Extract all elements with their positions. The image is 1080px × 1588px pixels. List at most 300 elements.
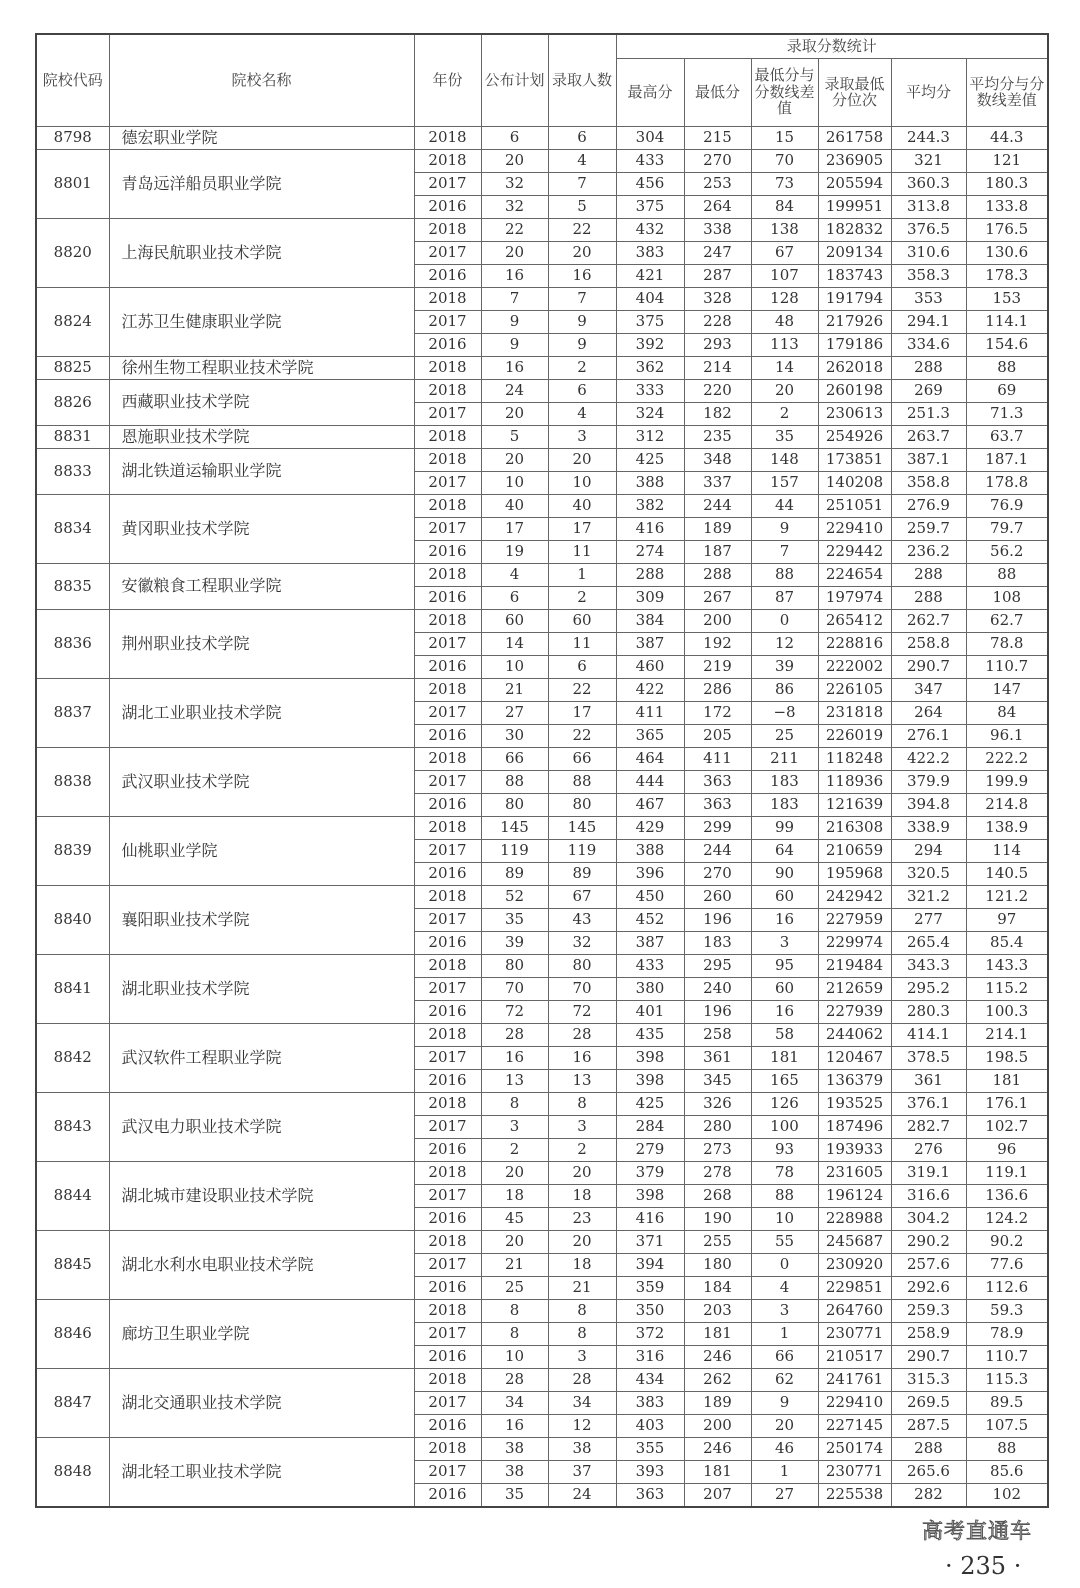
cell-min: 270 [684, 149, 751, 172]
cell-avg-diff: 79.7 [966, 517, 1048, 540]
cell-admitted: 4 [548, 402, 616, 425]
school-code: 8842 [36, 1023, 109, 1092]
cell-avg-diff: 85.4 [966, 931, 1048, 954]
school-name: 廊坊卫生职业学院 [109, 1299, 414, 1368]
cell-avg-diff: 102.7 [966, 1115, 1048, 1138]
cell-admitted: 8 [548, 1299, 616, 1322]
cell-admitted: 6 [548, 126, 616, 149]
cell-max: 433 [616, 149, 684, 172]
cell-avg-diff: 114.1 [966, 310, 1048, 333]
cell-min: 203 [684, 1299, 751, 1322]
cell-min-diff: 157 [751, 471, 818, 494]
cell-plan: 6 [481, 586, 548, 609]
cell-avg-diff: 110.7 [966, 1345, 1048, 1368]
cell-min-diff: 93 [751, 1138, 818, 1161]
cell-plan: 60 [481, 609, 548, 632]
cell-admitted: 9 [548, 333, 616, 356]
cell-max: 387 [616, 931, 684, 954]
school-code: 8845 [36, 1230, 109, 1299]
cell-min: 196 [684, 908, 751, 931]
cell-avg: 288 [891, 586, 966, 609]
cell-max: 456 [616, 172, 684, 195]
cell-avg: 251.3 [891, 402, 966, 425]
cell-min: 278 [684, 1161, 751, 1184]
cell-max: 403 [616, 1414, 684, 1437]
cell-plan: 2 [481, 1138, 548, 1161]
cell-avg: 264 [891, 701, 966, 724]
school-code: 8825 [36, 356, 109, 379]
cell-year: 2017 [414, 701, 481, 724]
cell-avg: 316.6 [891, 1184, 966, 1207]
cell-admitted: 2 [548, 356, 616, 379]
cell-plan: 35 [481, 1483, 548, 1507]
cell-avg: 294 [891, 839, 966, 862]
cell-year: 2018 [414, 149, 481, 172]
cell-min: 255 [684, 1230, 751, 1253]
school-name: 湖北交通职业技术学院 [109, 1368, 414, 1437]
cell-min-rank: 118936 [818, 770, 891, 793]
cell-min-diff: 9 [751, 1391, 818, 1414]
cell-min-rank: 216308 [818, 816, 891, 839]
cell-min-diff: 181 [751, 1046, 818, 1069]
cell-min-diff: 138 [751, 218, 818, 241]
cell-admitted: 3 [548, 1115, 616, 1138]
cell-min-diff: 4 [751, 1276, 818, 1299]
cell-avg-diff: 214.1 [966, 1023, 1048, 1046]
cell-avg: 310.6 [891, 241, 966, 264]
cell-avg: 258.8 [891, 632, 966, 655]
cell-year: 2018 [414, 816, 481, 839]
cell-max: 388 [616, 839, 684, 862]
cell-min-rank: 230613 [818, 402, 891, 425]
cell-min: 287 [684, 264, 751, 287]
cell-admitted: 6 [548, 379, 616, 402]
admission-score-table [35, 33, 1049, 1508]
table-row [36, 379, 1048, 402]
header-avg-diff: 平均分与分数线差值 [966, 58, 1048, 126]
school-name: 湖北轻工职业技术学院 [109, 1437, 414, 1507]
cell-plan: 18 [481, 1184, 548, 1207]
cell-year: 2018 [414, 609, 481, 632]
cell-min: 220 [684, 379, 751, 402]
cell-min-rank: 229974 [818, 931, 891, 954]
cell-admitted: 28 [548, 1368, 616, 1391]
cell-avg-diff: 108 [966, 586, 1048, 609]
cell-min-rank: 251051 [818, 494, 891, 517]
cell-avg-diff: 63.7 [966, 425, 1048, 448]
cell-min: 337 [684, 471, 751, 494]
table-row [36, 1161, 1048, 1184]
cell-min-diff: 16 [751, 1000, 818, 1023]
cell-avg-diff: 90.2 [966, 1230, 1048, 1253]
cell-plan: 14 [481, 632, 548, 655]
cell-max: 422 [616, 678, 684, 701]
cell-min-diff: 12 [751, 632, 818, 655]
cell-plan: 32 [481, 195, 548, 218]
cell-min-diff: 99 [751, 816, 818, 839]
cell-plan: 80 [481, 793, 548, 816]
school-name: 荆州职业技术学院 [109, 609, 414, 678]
school-code: 8839 [36, 816, 109, 885]
school-code: 8798 [36, 126, 109, 149]
cell-year: 2017 [414, 1046, 481, 1069]
cell-plan: 30 [481, 724, 548, 747]
cell-max: 411 [616, 701, 684, 724]
school-name: 恩施职业技术学院 [109, 425, 414, 448]
cell-year: 2017 [414, 977, 481, 1000]
cell-plan: 39 [481, 931, 548, 954]
cell-admitted: 66 [548, 747, 616, 770]
cell-min-diff: 3 [751, 1299, 818, 1322]
cell-avg: 304.2 [891, 1207, 966, 1230]
cell-year: 2016 [414, 724, 481, 747]
cell-max: 432 [616, 218, 684, 241]
cell-plan: 8 [481, 1299, 548, 1322]
cell-admitted: 70 [548, 977, 616, 1000]
cell-max: 398 [616, 1184, 684, 1207]
cell-plan: 16 [481, 1046, 548, 1069]
cell-admitted: 5 [548, 195, 616, 218]
table-row [36, 678, 1048, 701]
cell-min: 246 [684, 1437, 751, 1460]
cell-plan: 8 [481, 1322, 548, 1345]
cell-min: 207 [684, 1483, 751, 1507]
cell-min-rank: 226105 [818, 678, 891, 701]
cell-min-diff: 60 [751, 977, 818, 1000]
cell-admitted: 23 [548, 1207, 616, 1230]
cell-year: 2016 [414, 195, 481, 218]
header-code: 院校代码 [36, 34, 109, 126]
cell-min: 189 [684, 1391, 751, 1414]
cell-plan: 24 [481, 379, 548, 402]
cell-min-diff: 44 [751, 494, 818, 517]
cell-avg-diff: 62.7 [966, 609, 1048, 632]
cell-year: 2017 [414, 402, 481, 425]
cell-min-diff: 48 [751, 310, 818, 333]
cell-admitted: 13 [548, 1069, 616, 1092]
table-row [36, 287, 1048, 310]
cell-plan: 72 [481, 1000, 548, 1023]
cell-year: 2018 [414, 1299, 481, 1322]
school-name: 武汉电力职业技术学院 [109, 1092, 414, 1161]
cell-plan: 20 [481, 1161, 548, 1184]
cell-min: 172 [684, 701, 751, 724]
cell-max: 435 [616, 1023, 684, 1046]
cell-max: 316 [616, 1345, 684, 1368]
cell-min-rank: 222002 [818, 655, 891, 678]
table-row [36, 149, 1048, 172]
cell-max: 433 [616, 954, 684, 977]
cell-avg-diff: 187.1 [966, 448, 1048, 471]
cell-plan: 119 [481, 839, 548, 862]
school-code: 8846 [36, 1299, 109, 1368]
cell-min-diff: 14 [751, 356, 818, 379]
cell-admitted: 12 [548, 1414, 616, 1437]
school-code: 8840 [36, 885, 109, 954]
cell-min-diff: 88 [751, 1184, 818, 1207]
cell-min-diff: 10 [751, 1207, 818, 1230]
cell-min: 361 [684, 1046, 751, 1069]
cell-min-diff: 66 [751, 1345, 818, 1368]
cell-avg-diff: 147 [966, 678, 1048, 701]
table-row [36, 816, 1048, 839]
school-code: 8848 [36, 1437, 109, 1507]
cell-avg: 288 [891, 1437, 966, 1460]
cell-avg-diff: 176.1 [966, 1092, 1048, 1115]
cell-year: 2017 [414, 770, 481, 793]
cell-avg: 265.6 [891, 1460, 966, 1483]
cell-min-rank: 264760 [818, 1299, 891, 1322]
cell-year: 2016 [414, 1138, 481, 1161]
cell-min-rank: 136379 [818, 1069, 891, 1092]
cell-year: 2018 [414, 379, 481, 402]
cell-avg-diff: 84 [966, 701, 1048, 724]
cell-avg-diff: 96 [966, 1138, 1048, 1161]
cell-avg: 269.5 [891, 1391, 966, 1414]
header-avg: 平均分 [891, 58, 966, 126]
cell-year: 2018 [414, 747, 481, 770]
cell-year: 2018 [414, 425, 481, 448]
cell-max: 387 [616, 632, 684, 655]
cell-avg-diff: 71.3 [966, 402, 1048, 425]
cell-min-rank: 197974 [818, 586, 891, 609]
cell-avg-diff: 56.2 [966, 540, 1048, 563]
cell-year: 2016 [414, 1207, 481, 1230]
cell-year: 2017 [414, 839, 481, 862]
cell-min-rank: 227939 [818, 1000, 891, 1023]
cell-min-rank: 182832 [818, 218, 891, 241]
cell-plan: 8 [481, 1092, 548, 1115]
cell-plan: 66 [481, 747, 548, 770]
cell-min-diff: 84 [751, 195, 818, 218]
school-code: 8824 [36, 287, 109, 356]
cell-avg: 287.5 [891, 1414, 966, 1437]
cell-avg-diff: 85.6 [966, 1460, 1048, 1483]
cell-avg-diff: 78.9 [966, 1322, 1048, 1345]
cell-min-diff: 39 [751, 655, 818, 678]
cell-min-rank: 229410 [818, 1391, 891, 1414]
cell-avg: 263.7 [891, 425, 966, 448]
cell-min-diff: 78 [751, 1161, 818, 1184]
cell-min-rank: 262018 [818, 356, 891, 379]
cell-avg-diff: 181 [966, 1069, 1048, 1092]
cell-plan: 20 [481, 149, 548, 172]
cell-min-rank: 219484 [818, 954, 891, 977]
cell-min: 180 [684, 1253, 751, 1276]
cell-max: 279 [616, 1138, 684, 1161]
cell-min: 268 [684, 1184, 751, 1207]
cell-admitted: 119 [548, 839, 616, 862]
cell-avg: 376.5 [891, 218, 966, 241]
cell-year: 2016 [414, 1069, 481, 1092]
cell-year: 2017 [414, 172, 481, 195]
school-name: 武汉职业技术学院 [109, 747, 414, 816]
table-row [36, 885, 1048, 908]
cell-avg-diff: 59.3 [966, 1299, 1048, 1322]
cell-admitted: 18 [548, 1253, 616, 1276]
cell-plan: 10 [481, 1345, 548, 1368]
cell-min-diff: 87 [751, 586, 818, 609]
table-row [36, 1437, 1048, 1460]
cell-avg: 378.5 [891, 1046, 966, 1069]
cell-admitted: 7 [548, 287, 616, 310]
cell-plan: 32 [481, 172, 548, 195]
cell-max: 333 [616, 379, 684, 402]
cell-avg: 360.3 [891, 172, 966, 195]
cell-max: 274 [616, 540, 684, 563]
cell-year: 2016 [414, 793, 481, 816]
cell-plan: 38 [481, 1460, 548, 1483]
header-admitted: 录取人数 [548, 34, 616, 126]
cell-max: 355 [616, 1437, 684, 1460]
cell-avg: 282 [891, 1483, 966, 1507]
cell-avg: 277 [891, 908, 966, 931]
cell-min-rank: 236905 [818, 149, 891, 172]
cell-avg: 320.5 [891, 862, 966, 885]
cell-admitted: 2 [548, 1138, 616, 1161]
cell-min: 235 [684, 425, 751, 448]
cell-avg-diff: 107.5 [966, 1414, 1048, 1437]
school-name: 西藏职业技术学院 [109, 379, 414, 425]
cell-year: 2017 [414, 517, 481, 540]
cell-min-diff: 27 [751, 1483, 818, 1507]
cell-avg: 422.2 [891, 747, 966, 770]
cell-admitted: 10 [548, 471, 616, 494]
cell-min-diff: 73 [751, 172, 818, 195]
watermark: 高考直通车 [922, 1519, 1032, 1543]
school-name: 安徽粮食工程职业学院 [109, 563, 414, 609]
cell-min-diff: 3 [751, 931, 818, 954]
cell-min-diff: 25 [751, 724, 818, 747]
table-body [36, 126, 1048, 1507]
cell-plan: 19 [481, 540, 548, 563]
cell-min-rank: 250174 [818, 1437, 891, 1460]
cell-plan: 35 [481, 908, 548, 931]
cell-admitted: 9 [548, 310, 616, 333]
cell-plan: 10 [481, 471, 548, 494]
school-code: 8826 [36, 379, 109, 425]
cell-plan: 5 [481, 425, 548, 448]
cell-avg: 292.6 [891, 1276, 966, 1299]
school-name: 湖北铁道运输职业学院 [109, 448, 414, 494]
cell-avg-diff: 176.5 [966, 218, 1048, 241]
cell-admitted: 40 [548, 494, 616, 517]
cell-min-rank: 193933 [818, 1138, 891, 1161]
cell-min: 258 [684, 1023, 751, 1046]
cell-min-diff: 165 [751, 1069, 818, 1092]
cell-min: 181 [684, 1460, 751, 1483]
cell-plan: 20 [481, 402, 548, 425]
cell-avg: 376.1 [891, 1092, 966, 1115]
cell-min-diff: 183 [751, 770, 818, 793]
cell-year: 2017 [414, 471, 481, 494]
cell-year: 2018 [414, 678, 481, 701]
cell-min-rank: 121639 [818, 793, 891, 816]
cell-min-diff: 95 [751, 954, 818, 977]
cell-min: 182 [684, 402, 751, 425]
cell-avg-diff: 121 [966, 149, 1048, 172]
cell-avg: 265.4 [891, 931, 966, 954]
cell-min-diff: 88 [751, 563, 818, 586]
cell-max: 384 [616, 609, 684, 632]
cell-min: 189 [684, 517, 751, 540]
cell-avg: 288 [891, 563, 966, 586]
cell-min-rank: 228816 [818, 632, 891, 655]
cell-min-rank: 227145 [818, 1414, 891, 1437]
cell-year: 2017 [414, 1391, 481, 1414]
cell-min: 338 [684, 218, 751, 241]
cell-plan: 22 [481, 218, 548, 241]
cell-year: 2016 [414, 1483, 481, 1507]
cell-min-rank: 228988 [818, 1207, 891, 1230]
cell-plan: 20 [481, 241, 548, 264]
cell-max: 467 [616, 793, 684, 816]
cell-min-rank: 217926 [818, 310, 891, 333]
cell-plan: 27 [481, 701, 548, 724]
cell-min: 183 [684, 931, 751, 954]
cell-year: 2018 [414, 1161, 481, 1184]
cell-avg-diff: 112.6 [966, 1276, 1048, 1299]
cell-max: 425 [616, 1092, 684, 1115]
cell-admitted: 20 [548, 448, 616, 471]
cell-min-rank: 231605 [818, 1161, 891, 1184]
school-code: 8841 [36, 954, 109, 1023]
cell-year: 2016 [414, 1000, 481, 1023]
cell-avg: 358.8 [891, 471, 966, 494]
cell-min-diff: 1 [751, 1322, 818, 1345]
cell-min: 264 [684, 195, 751, 218]
cell-plan: 16 [481, 356, 548, 379]
cell-admitted: 28 [548, 1023, 616, 1046]
school-name: 黄冈职业技术学院 [109, 494, 414, 563]
cell-avg-diff: 178.3 [966, 264, 1048, 287]
cell-min-rank: 242942 [818, 885, 891, 908]
cell-max: 380 [616, 977, 684, 1000]
cell-year: 2017 [414, 1253, 481, 1276]
cell-admitted: 37 [548, 1460, 616, 1483]
cell-min-diff: 60 [751, 885, 818, 908]
cell-min-diff: 70 [751, 149, 818, 172]
cell-max: 429 [616, 816, 684, 839]
cell-min-diff: 20 [751, 1414, 818, 1437]
cell-admitted: 24 [548, 1483, 616, 1507]
school-code: 8837 [36, 678, 109, 747]
cell-min: 253 [684, 172, 751, 195]
cell-max: 288 [616, 563, 684, 586]
cell-plan: 89 [481, 862, 548, 885]
cell-plan: 16 [481, 1414, 548, 1437]
cell-avg: 338.9 [891, 816, 966, 839]
header-max: 最高分 [616, 58, 684, 126]
cell-avg-diff: 180.3 [966, 172, 1048, 195]
cell-admitted: 89 [548, 862, 616, 885]
cell-max: 362 [616, 356, 684, 379]
cell-min-rank: 244062 [818, 1023, 891, 1046]
cell-avg: 358.3 [891, 264, 966, 287]
cell-min: 363 [684, 793, 751, 816]
cell-min: 288 [684, 563, 751, 586]
cell-admitted: 8 [548, 1092, 616, 1115]
school-code: 8847 [36, 1368, 109, 1437]
cell-avg-diff: 88 [966, 356, 1048, 379]
cell-admitted: 22 [548, 724, 616, 747]
cell-year: 2016 [414, 333, 481, 356]
cell-year: 2016 [414, 1414, 481, 1437]
cell-min-rank: 230771 [818, 1322, 891, 1345]
cell-min: 244 [684, 494, 751, 517]
table-row [36, 1368, 1048, 1391]
table-row [36, 1299, 1048, 1322]
